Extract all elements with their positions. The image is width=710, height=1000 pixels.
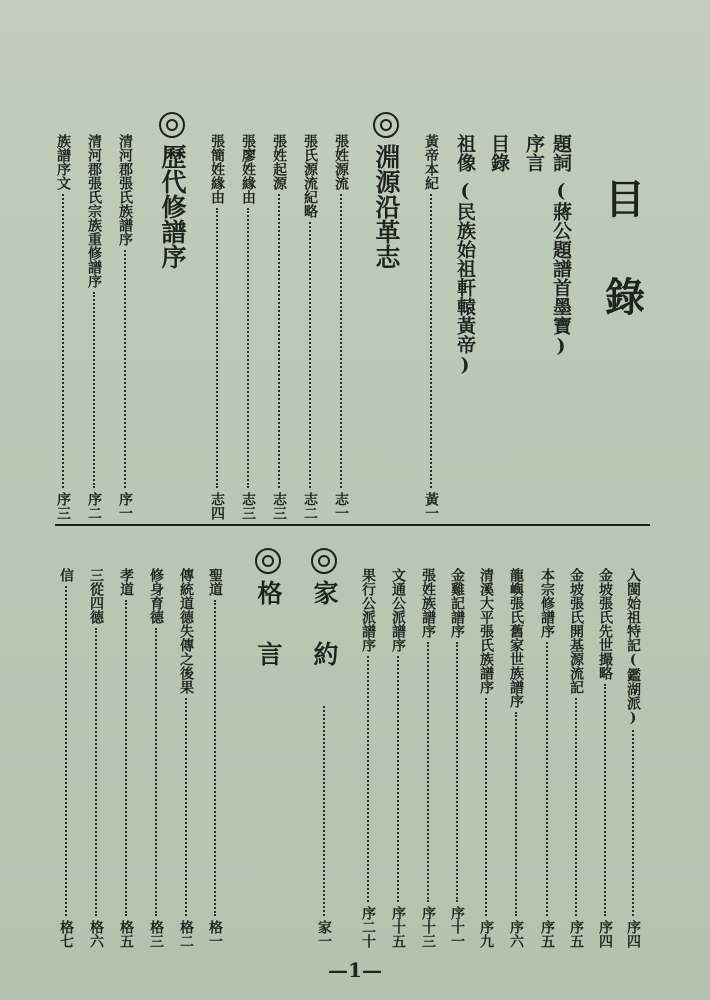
toc-entry: 果行公派譜序 序二十 [360,568,376,948]
toc-entry: 修身育德 格三 [148,568,164,948]
toc-entry: 金坡張氏開基源流記 序五 [568,568,584,948]
toc-entry-inscription: 題詞 (蔣公題譜首墨寶) [548,134,575,357]
leader-dots [430,194,432,488]
toc-entry-preface: 序言 [523,134,545,172]
toc-entry: 入閩始祖特記(鑑湖派) 序四 [625,568,641,948]
toc-entry: 清河郡張氏族譜序 序一 [117,134,133,520]
toc-entry: 傳統道德失傳之後果 格二 [178,568,194,948]
toc-entry: 金雞記譜序 序十一 [449,568,465,948]
toc-entry: 龍嶼張氏舊家世族譜序 序六 [508,568,524,948]
double-circle-icon [255,548,281,574]
title-char-1: 目 [605,176,645,223]
section-divider [55,524,650,526]
double-circle-icon [311,548,337,574]
double-circle-icon [373,112,399,138]
toc-entry: 張姓起源 志三 [271,134,287,520]
section-heading-origins: 淵源沿革志 [368,112,404,269]
page-number: —1— [328,958,382,982]
inscription-note: (蔣公題譜首墨寶) [550,180,572,357]
page-title [605,176,645,321]
toc-entry: 張氏源流紀略 志二 [302,134,318,520]
toc-entry: 信 格七 [58,568,74,948]
toc-entry-contents: 目錄 [488,134,510,172]
toc-entry: 張姓族譜序 序十三 [420,568,436,948]
toc-entry: 本宗修譜序 序五 [539,568,555,948]
toc-entry-huangdi: 黃帝本紀 黃一 [423,134,439,520]
toc-entry: 張姓源流 志一 [333,134,349,520]
toc-entry: 三從四德 格六 [88,568,104,948]
section-heading-family-rules: 家約 家一 [306,548,342,948]
toc-entry: 清河郡張氏宗族重修譜序 序二 [86,134,102,520]
toc-entry: 清溪大平張氏族譜序 序九 [478,568,494,948]
toc-entry: 張廖姓緣由 志三 [240,134,256,520]
toc-entry: 族譜序文 序三 [55,134,71,520]
section-heading-prefaces: 歷代修譜序 [154,112,190,269]
toc-entry: 金坡張氏先世撮略 序四 [597,568,613,948]
toc-entry: 孝道 格五 [118,568,134,948]
toc-entry: 文通公派譜序 序十五 [390,568,406,948]
portrait-note: (民族始祖軒轅黃帝) [454,180,476,376]
section-heading-maxims: 格言 [250,548,286,702]
toc-entry: 聖道 格一 [207,568,223,948]
title-char-2: 錄 [605,274,645,321]
double-circle-icon [159,112,185,138]
toc-entry-portrait: 祖像 (民族始祖軒轅黃帝) [452,134,479,376]
toc-entry: 張簡姓緣由 志四 [209,134,225,520]
